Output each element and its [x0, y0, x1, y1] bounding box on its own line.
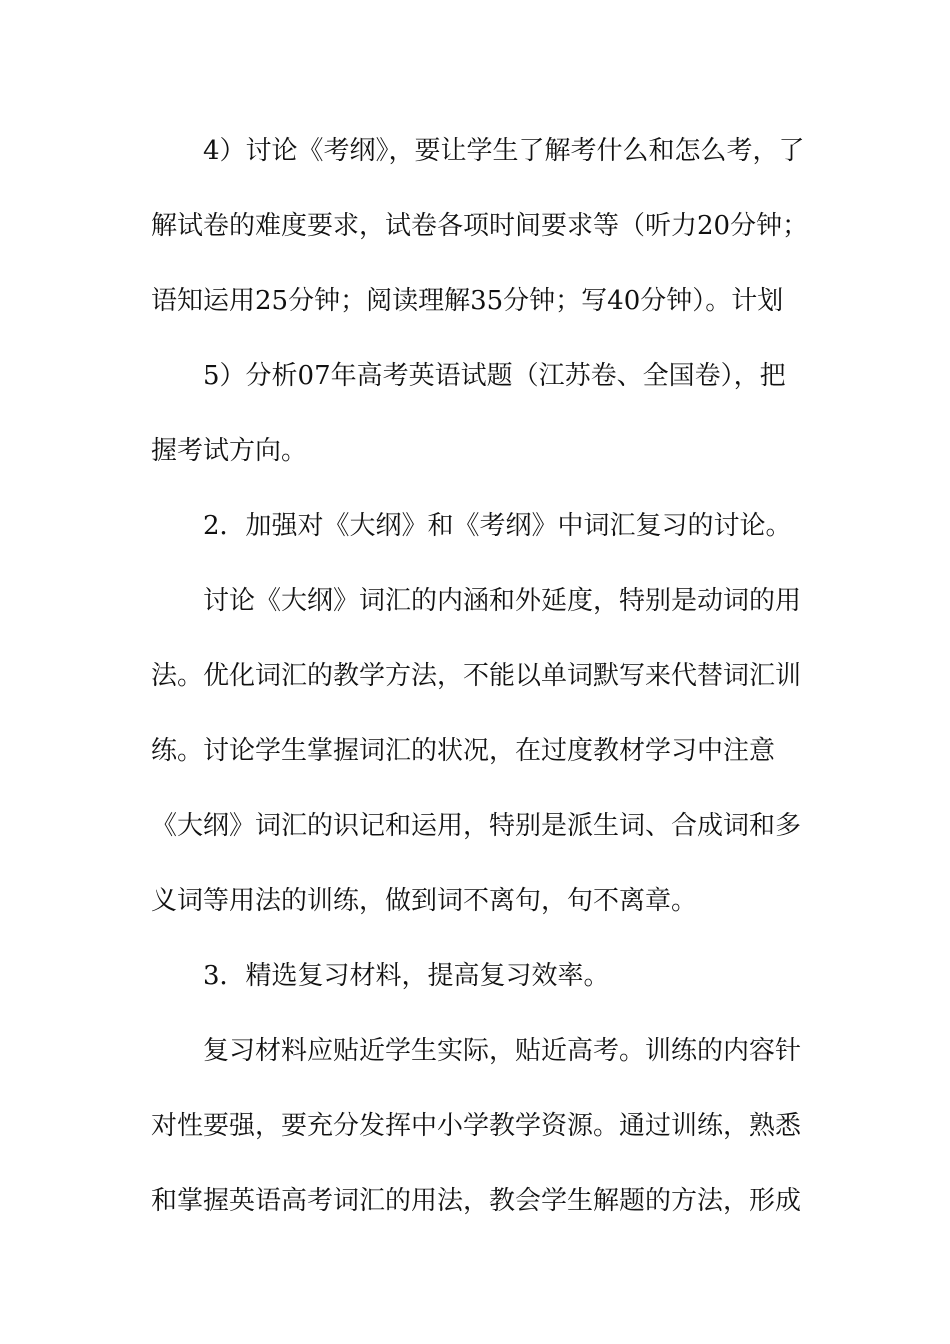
text-line: 解试卷的难度要求，试卷各项时间要求等（听力20分钟；	[151, 211, 809, 241]
text-line: 语知运用25分钟；阅读理解35分钟；写40分钟）。计划	[151, 286, 784, 316]
text-line: 握考试方向。	[151, 436, 308, 466]
text-line: 《大纲》词汇的识记和运用，特别是派生词、合成词和多	[151, 811, 802, 841]
section-heading: 3．精选复习材料，提高复习效率。	[203, 961, 610, 991]
text-line: 讨论《大纲》词汇的内涵和外延度，特别是动词的用	[203, 586, 802, 616]
text-line: 复习材料应贴近学生实际，贴近高考。训练的内容针	[203, 1036, 802, 1066]
text-line: 和掌握英语高考词汇的用法，教会学生解题的方法，形成	[151, 1186, 802, 1216]
text-line: 练。讨论学生掌握词汇的状况，在过度教材学习中注意	[151, 736, 776, 766]
text-line: 对性要强，要充分发挥中小学教学资源。通过训练，熟悉	[151, 1111, 802, 1141]
text-line: 法。优化词汇的教学方法，不能以单词默写来代替词汇训	[151, 661, 802, 691]
text-line: 义词等用法的训练，做到词不离句，句不离章。	[151, 886, 698, 916]
text-line: 5）分析07年高考英语试题（江苏卷、全国卷），把	[203, 361, 786, 391]
text-line: 4）讨论《考纲》，要让学生了解考什么和怎么考，了	[203, 136, 805, 166]
section-heading: 2．加强对《大纲》和《考纲》中词汇复习的讨论。	[203, 511, 792, 541]
